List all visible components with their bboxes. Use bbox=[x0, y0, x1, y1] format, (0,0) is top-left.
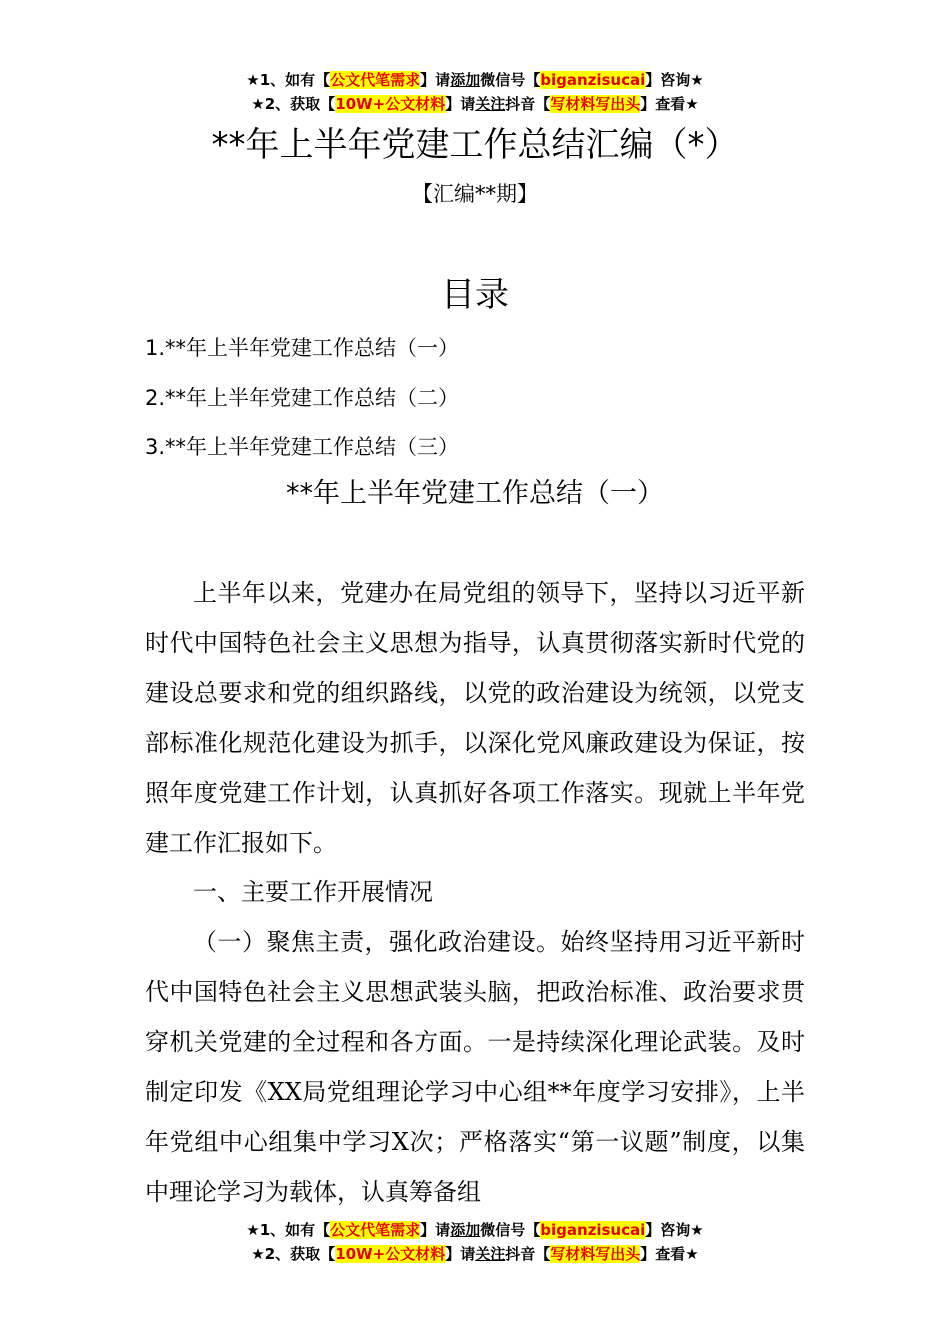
paragraph-heading: 一、主要工作开展情况 bbox=[193, 878, 433, 907]
banner-highlight: 写材料写出头 bbox=[550, 95, 641, 113]
banner-text: 抖音【 bbox=[505, 95, 551, 113]
banner-text: 】请 bbox=[445, 1245, 476, 1263]
banner-text: 】请 bbox=[420, 1221, 451, 1239]
document-subtitle: 【汇编**期】 bbox=[412, 182, 538, 206]
banner-line-1 bbox=[0, 1218, 950, 1242]
banner-line-1 bbox=[0, 68, 950, 92]
table-of-contents bbox=[145, 324, 459, 473]
banner-line-2 bbox=[0, 92, 950, 116]
banner-highlight: 公文代笔需求 bbox=[330, 71, 421, 89]
banner-text: 】查看★ bbox=[640, 1245, 699, 1263]
paragraph: （一）聚焦主责，强化政治建设。始终坚持用习近平新时代中国特色社会主义思想武装头脑，把政治标准、政治要求贯穿机关党建的全过程和各方面。一是持续深化理论武装。及时制定印发《XX局党组理论学习中心组**年度学习安排》，上半年党组中心组集中学习X次；严格落实“第一议题”制度，以集中理论学习为载体，认真筹备组 bbox=[145, 928, 805, 1206]
banner-highlight: 10W+公文材料 bbox=[335, 1245, 446, 1263]
toc-item: 2.**年上半年党建工作总结（二） bbox=[145, 385, 460, 410]
banner-text: ★2、获取【 bbox=[251, 95, 336, 113]
paragraph: 上半年以来，党建办在局党组的领导下，坚持以习近平新时代中国特色社会主义思想为指导，认真贯彻落实新时代党的建设总要求和党的组织路线，以党的政治建设为统领，以党支部标准化规范化建设为抓手，以深化党风廉政建设为保证，按照年度党建工作计划，认真抓好各项工作落实。现就上半年党建工作汇报如下。 bbox=[145, 579, 805, 857]
document-title: **年上半年党建工作总结汇编（*） bbox=[211, 125, 739, 165]
banner-text: 】请 bbox=[420, 71, 451, 89]
banner-bottom bbox=[0, 1218, 950, 1266]
banner-text: 】查看★ bbox=[640, 95, 699, 113]
banner-text: 抖音【 bbox=[505, 1245, 551, 1263]
banner-line-2 bbox=[0, 1242, 950, 1266]
banner-highlight: 公文代笔需求 bbox=[330, 1221, 421, 1239]
toc-item: 1.**年上半年党建工作总结（一） bbox=[145, 336, 460, 360]
banner-highlight: biganzisucai bbox=[540, 71, 646, 89]
banner-text: 微信号【 bbox=[480, 71, 541, 89]
banner-highlight: biganzisucai bbox=[540, 1221, 646, 1239]
banner-text: 】咨询★ bbox=[645, 1221, 704, 1239]
banner-text: 】咨询★ bbox=[645, 71, 704, 89]
banner-underlined: 添加 bbox=[450, 71, 481, 89]
banner-underlined: 添加 bbox=[450, 1221, 481, 1239]
banner-highlight: 10W+公文材料 bbox=[335, 95, 446, 113]
toc-item: 3.**年上半年党建工作总结（三） bbox=[145, 435, 460, 459]
banner-text: 微信号【 bbox=[480, 1221, 541, 1239]
banner-highlight: 写材料写出头 bbox=[550, 1245, 641, 1263]
banner-text: 】请 bbox=[445, 95, 476, 113]
banner-text: ★1、如有【 bbox=[246, 1221, 331, 1239]
banner-text: ★1、如有【 bbox=[246, 71, 331, 89]
body-text bbox=[145, 569, 805, 1218]
banner-text: ★2、获取【 bbox=[251, 1245, 336, 1263]
banner-top bbox=[0, 68, 950, 116]
banner-underlined: 关注 bbox=[475, 95, 506, 113]
toc-heading: 目录 bbox=[441, 275, 509, 315]
section-title: **年上半年党建工作总结（一） bbox=[286, 478, 664, 509]
banner-underlined: 关注 bbox=[475, 1245, 506, 1263]
